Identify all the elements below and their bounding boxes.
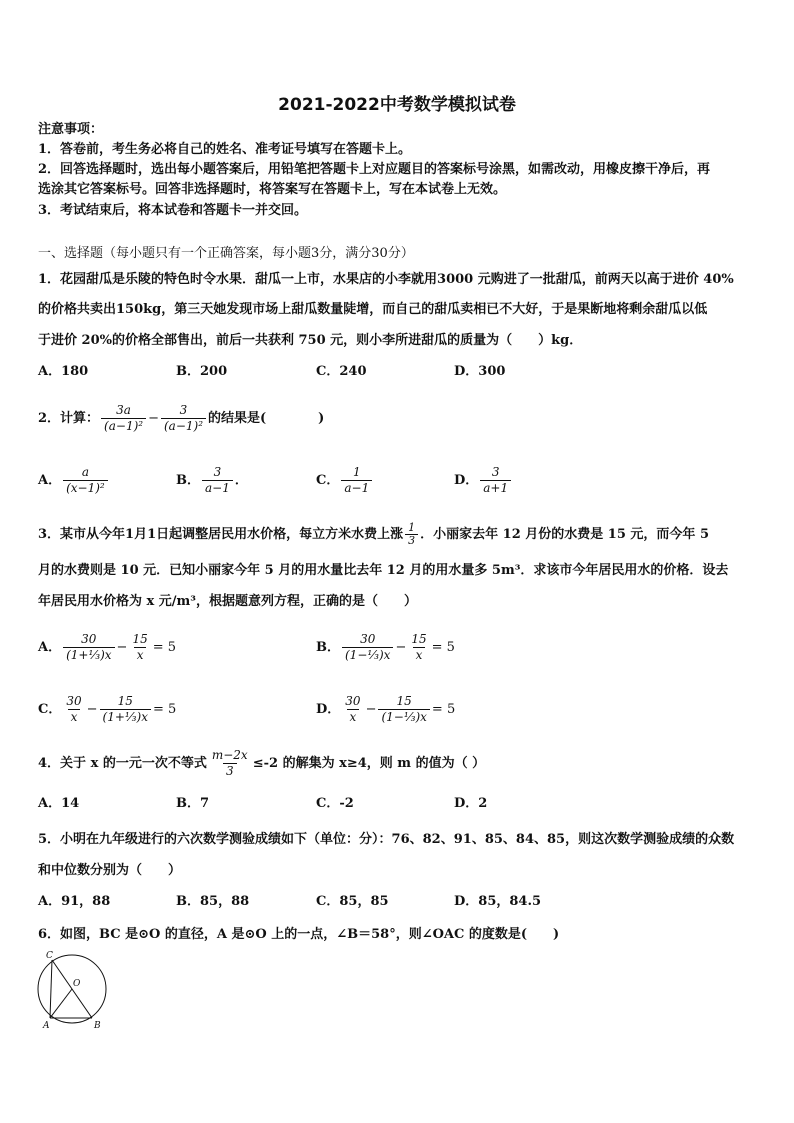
q2-option-c-label: C． bbox=[316, 473, 340, 488]
q3-c-num2: 15 bbox=[117, 694, 133, 708]
q2-b-numerator: 3 bbox=[213, 465, 222, 479]
q5-option-d: D．85，84.5 bbox=[454, 894, 542, 909]
q3-a-frac2 bbox=[129, 632, 150, 663]
q5-option-a: A．91，88 bbox=[38, 894, 111, 909]
q1-option-c: C．240 bbox=[316, 364, 367, 379]
q2-option-a bbox=[38, 462, 110, 500]
q3-a-den1: (1+⅓)x bbox=[63, 647, 114, 663]
q3-option-a-label: A． bbox=[38, 640, 62, 655]
q2-d-denominator: a+1 bbox=[480, 480, 511, 496]
radius-oa bbox=[50, 989, 72, 1018]
q3-a-den2: x bbox=[134, 647, 147, 663]
q4-option-d: D．2 bbox=[454, 796, 488, 811]
q3-a-num2: 15 bbox=[132, 632, 148, 646]
q2-option-c-fraction bbox=[341, 465, 372, 496]
q4-frac-numerator: m−2x bbox=[211, 748, 248, 762]
question-3-line: 年居民用水价格为 x 元/m³，根据题意列方程，正确的是（ ） bbox=[38, 594, 417, 609]
q2-suffix: 的结果是( ) bbox=[208, 411, 325, 426]
q4-option-b: B．7 bbox=[176, 796, 210, 811]
q3-line1-start: 3．某市从今年1月1日起调整居民用水价格，每立方米水费上涨 bbox=[38, 527, 404, 542]
q1-option-b: B．200 bbox=[176, 364, 228, 379]
q3-option-b: B． $\frac{30}{\text{(1−⅓)x}}$ − $\frac{15}{x}$ = 5 bbox=[316, 632, 455, 662]
q2-b-tail: ． bbox=[234, 473, 248, 488]
q3-frac-denominator: 3 bbox=[405, 534, 418, 547]
q2-b-denominator: a−1 bbox=[202, 480, 233, 496]
q1-option-a: A．180 bbox=[38, 364, 89, 379]
q3-a-eq: = 5 bbox=[152, 640, 177, 655]
q3-option-c: C． $\frac{30}{x}$ − $\frac{15}{\text{(1+⅓)x}}$ = 5 bbox=[38, 694, 177, 724]
q2-option-b-label: B． bbox=[176, 473, 200, 488]
label-o: O bbox=[73, 979, 81, 989]
question-6-line: 6．如图，BC 是⊙O 的直径，A 是⊙O 上的一点，∠B＝58°，则∠OAC 的度数是( ) bbox=[38, 927, 560, 942]
q2-c-denominator: a−1 bbox=[341, 480, 372, 496]
q4-option-a: A．14 bbox=[38, 796, 80, 811]
label-c: C bbox=[46, 951, 53, 961]
q3-c-eq: = 5 bbox=[153, 702, 177, 717]
q4-suffix: ≤-2 的解集为 x≥4，则 m 的值为（ ） bbox=[252, 756, 486, 771]
q3-d-num1: 30 bbox=[345, 694, 361, 708]
q2-c-numerator: 1 bbox=[352, 465, 361, 479]
q4-prefix: 4．关于 x 的一元一次不等式 bbox=[38, 756, 207, 771]
q3-option-d-label: D． bbox=[316, 702, 341, 717]
q2-option-d-label: D． bbox=[454, 473, 479, 488]
q3-b-frac1 bbox=[342, 632, 393, 663]
notice-item: 2．回答选择题时，选出每小题答案后，用铅笔把答题卡上对应题目的答案标号涂黑，如需改动，用橡皮擦干净后，再 bbox=[38, 162, 711, 177]
q4-fraction bbox=[209, 748, 251, 779]
notice-item: 选涂其它答案标号。回答非选择题时，将答案写在答题卡上，写在本试卷上无效。 bbox=[38, 182, 507, 197]
q2-option-c bbox=[316, 462, 374, 500]
q2-option-d bbox=[454, 462, 513, 500]
q2-f2-denominator: (a−1)² bbox=[161, 418, 206, 434]
q3-d-den2: (1−⅓)x bbox=[378, 709, 429, 725]
q3-d-frac2 bbox=[378, 694, 429, 725]
question-3-line: 月的水费则是 10 元．已知小丽家今年 5 月的用水量比去年 12 月的用水量多 5m³．求该市今年居民用水的价格．设去 bbox=[38, 563, 729, 578]
q3-option-d: D． $\frac{30}{x}$ − $\frac{15}{\text{(1−⅓)x}}$ = 5 bbox=[316, 694, 456, 724]
q3-d-num2: 15 bbox=[396, 694, 412, 708]
q3-option-a: A． $\frac{30}{\text{(1+⅓)x}}$ − $\frac{15}{x}$ = 5 bbox=[38, 632, 177, 662]
q3-line1-end: ．小丽家去年 12 月份的水费是 15 元，而今年 5 bbox=[420, 527, 709, 542]
q2-a-denominator: (x−1)² bbox=[63, 480, 108, 496]
question-1-line: 1．花园甜瓜是乐陵的特色时令水果．甜瓜一上市，水果店的小李就用3000 元购进了一批甜瓜，前两天以高于进价 40% bbox=[38, 272, 734, 287]
q3-d-frac1 bbox=[342, 694, 363, 725]
label-b: B bbox=[94, 1021, 101, 1031]
q4-option-c: C．-2 bbox=[316, 796, 354, 811]
section-heading: 一、选择题（每小题只有一个正确答案，每小题3分，满分30分） bbox=[38, 246, 414, 261]
question-1-line: 的价格共卖出150kg，第三天她发现市场上甜瓜数量陡增，而自己的甜瓜卖相已不大好，于是果断地将剩余甜瓜以低 bbox=[38, 302, 708, 317]
q2-option-b bbox=[176, 462, 248, 500]
q2-f1-numerator: 3a bbox=[116, 403, 131, 417]
q3-option-b-label: B． bbox=[316, 640, 340, 655]
circle-figure bbox=[34, 948, 114, 1032]
q3-b-den1: (1−⅓)x bbox=[342, 647, 393, 663]
q2-f2-numerator: 3 bbox=[179, 403, 188, 417]
q3-d-den1: x bbox=[347, 709, 360, 725]
q3-fraction bbox=[405, 522, 418, 547]
q4-frac-denominator: 3 bbox=[223, 763, 237, 779]
q3-b-eq: = 5 bbox=[431, 640, 455, 655]
q3-a-frac1 bbox=[63, 632, 114, 663]
q3-frac-numerator: 1 bbox=[408, 521, 416, 534]
chord-ca bbox=[50, 960, 52, 1018]
q3-c-den1: x bbox=[68, 709, 81, 725]
q2-d-numerator: 3 bbox=[491, 465, 500, 479]
q2-option-b-fraction bbox=[202, 465, 233, 496]
q2-fraction-1 bbox=[101, 403, 146, 434]
q3-c-frac1 bbox=[63, 694, 84, 725]
q2-prefix: 2．计算： bbox=[38, 411, 100, 426]
q3-option-c-label: C． bbox=[38, 702, 62, 717]
q3-b-num1: 30 bbox=[360, 632, 376, 646]
q5-option-c: C．85，85 bbox=[316, 894, 389, 909]
q2-a-numerator: a bbox=[81, 465, 89, 479]
question-5-line: 和中位数分别为（ ） bbox=[38, 863, 182, 878]
notice-item: 1．答卷前，考生务必将自己的姓名、准考证号填写在答题卡上。 bbox=[38, 142, 412, 157]
q3-c-num1: 30 bbox=[66, 694, 82, 708]
q3-a-num1: 30 bbox=[81, 632, 97, 646]
q3-b-frac2 bbox=[408, 632, 429, 663]
q2-option-a-label: A． bbox=[38, 473, 62, 488]
q3-d-eq: = 5 bbox=[431, 702, 456, 717]
q2-fraction-2 bbox=[161, 403, 206, 434]
exam-title: 2021-2022中考数学模拟试卷 bbox=[278, 95, 516, 115]
q2-f1-denominator: (a−1)² bbox=[101, 418, 146, 434]
q2-option-a-fraction bbox=[63, 465, 108, 496]
label-a: A bbox=[43, 1021, 50, 1031]
q3-b-den2: x bbox=[413, 647, 426, 663]
question-2 bbox=[38, 398, 762, 440]
question-3-line bbox=[38, 516, 762, 554]
q3-b-num2: 15 bbox=[411, 632, 427, 646]
q5-option-b: B．85，88 bbox=[176, 894, 250, 909]
q1-option-d: D．300 bbox=[454, 364, 506, 379]
q2-option-d-fraction bbox=[480, 465, 511, 496]
notice-item: 3．考试结束后，将本试卷和答题卡一并交回。 bbox=[38, 203, 308, 218]
question-1-line: 于进价 20%的价格全部售出，前后一共获利 750 元，则小李所进甜瓜的质量为（ ）kg． bbox=[38, 333, 583, 348]
notice-heading: 注意事项： bbox=[38, 122, 104, 137]
q3-c-frac2 bbox=[100, 694, 151, 725]
question-4 bbox=[38, 745, 762, 783]
q2-minus: − bbox=[148, 411, 159, 426]
q3-c-den2: (1+⅓)x bbox=[100, 709, 151, 725]
question-5-line: 5．小明在九年级进行的六次数学测验成绩如下（单位：分）：76、82、91、85、84、85，则这次数学测验成绩的众数 bbox=[38, 832, 735, 847]
